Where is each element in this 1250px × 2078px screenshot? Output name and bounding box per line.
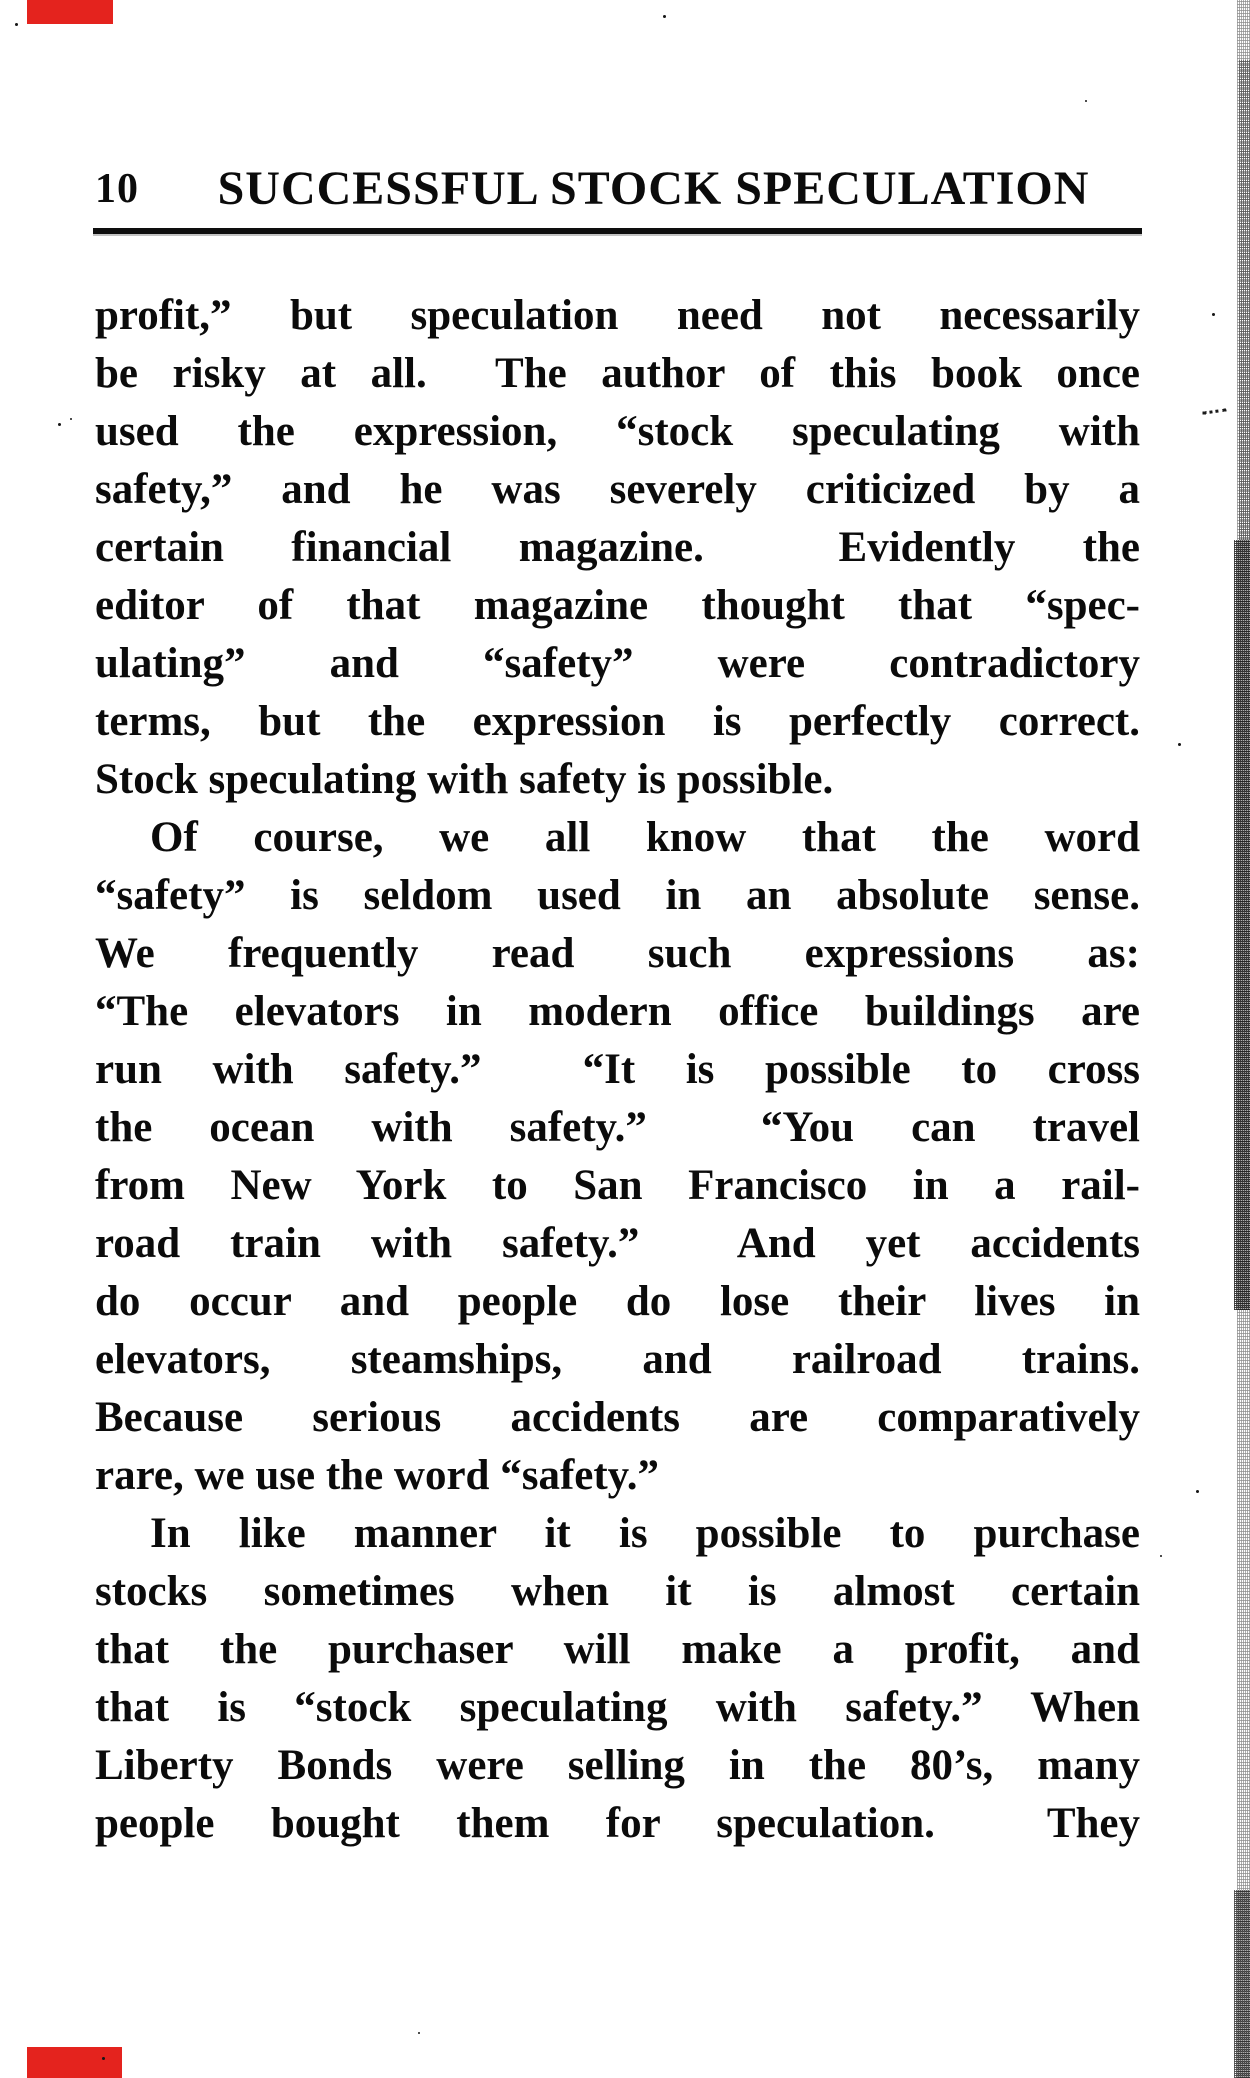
text-line: Stock speculating with safety is possible. — [95, 756, 834, 803]
text-line: rare, we use the word “safety.” — [95, 1452, 660, 1499]
body-text — [95, 287, 1140, 1853]
text-line: certain financial magazine. Evidently the — [95, 524, 1140, 571]
red-scan-mark-top-left — [27, 0, 113, 24]
text-line: Of course, we all know that the word — [150, 814, 1140, 861]
text-line: the ocean with safety.” “You can travel — [95, 1104, 1140, 1151]
text-line: do occur and people do lose their lives in — [95, 1278, 1140, 1325]
text-line: editor of that magazine thought that “spec- — [95, 582, 1140, 629]
ink-speck — [15, 23, 18, 26]
text-line: In like manner it is possible to purchase — [150, 1510, 1140, 1557]
ink-speck — [418, 2032, 420, 2034]
ink-speck — [102, 2057, 105, 2060]
scan-edge-noise-segment — [1239, 60, 1250, 540]
text-line: terms, but the expression is perfectly correct. — [95, 698, 1140, 745]
text-line: run with safety.” “It is possible to cross — [95, 1046, 1140, 1093]
text-line: from New York to San Francisco in a rail- — [95, 1162, 1140, 1209]
text-line: used the expression, “stock speculating with — [95, 408, 1140, 455]
text-line: We frequently read such expressions as: — [95, 930, 1140, 977]
ink-speck — [70, 418, 72, 420]
text-line: road train with safety.” And yet accidents — [95, 1220, 1140, 1267]
ink-speck — [1085, 100, 1087, 102]
text-line: Liberty Bonds were selling in the 80’s, many — [95, 1742, 1140, 1789]
text-line: that the purchaser will make a profit, and — [95, 1626, 1140, 1673]
running-head — [95, 163, 1140, 215]
text-line: stocks sometimes when it is almost certain — [95, 1568, 1140, 1615]
text-line: “safety” is seldom used in an absolute sense. — [95, 872, 1140, 919]
ink-speck — [1196, 1490, 1199, 1493]
text-line: be risky at all. The author of this book once — [95, 350, 1140, 397]
pen-squiggle — [1202, 408, 1227, 422]
text-line: safety,” and he was severely criticized by a — [95, 466, 1140, 513]
text-line: elevators, steamships, and railroad trains. — [95, 1336, 1140, 1383]
ink-speck — [1160, 1555, 1162, 1557]
text-line: profit,” but speculation need not necessarily — [95, 292, 1140, 339]
text-line: “The elevators in modern office buildings are — [95, 988, 1140, 1035]
ink-speck — [1212, 313, 1215, 316]
page-number: 10 — [95, 166, 139, 212]
scan-edge-noise-segment — [1234, 540, 1250, 1310]
red-scan-mark-bottom-left — [27, 2047, 122, 2078]
ink-speck — [1178, 743, 1181, 746]
text-line: ulating” and “safety” were contradictory — [95, 640, 1140, 687]
page-title: SUCCESSFUL STOCK SPECULATION — [217, 162, 1090, 215]
ink-speck — [58, 423, 61, 426]
ink-speck — [663, 15, 666, 18]
scan-edge-noise-segment — [1234, 1890, 1250, 2078]
text-line: Because serious accidents are comparatively — [95, 1394, 1140, 1441]
text-line: that is “stock speculating with safety.” When — [95, 1684, 1140, 1731]
header-rule — [93, 228, 1142, 234]
text-line: people bought them for speculation. They — [95, 1800, 1140, 1847]
